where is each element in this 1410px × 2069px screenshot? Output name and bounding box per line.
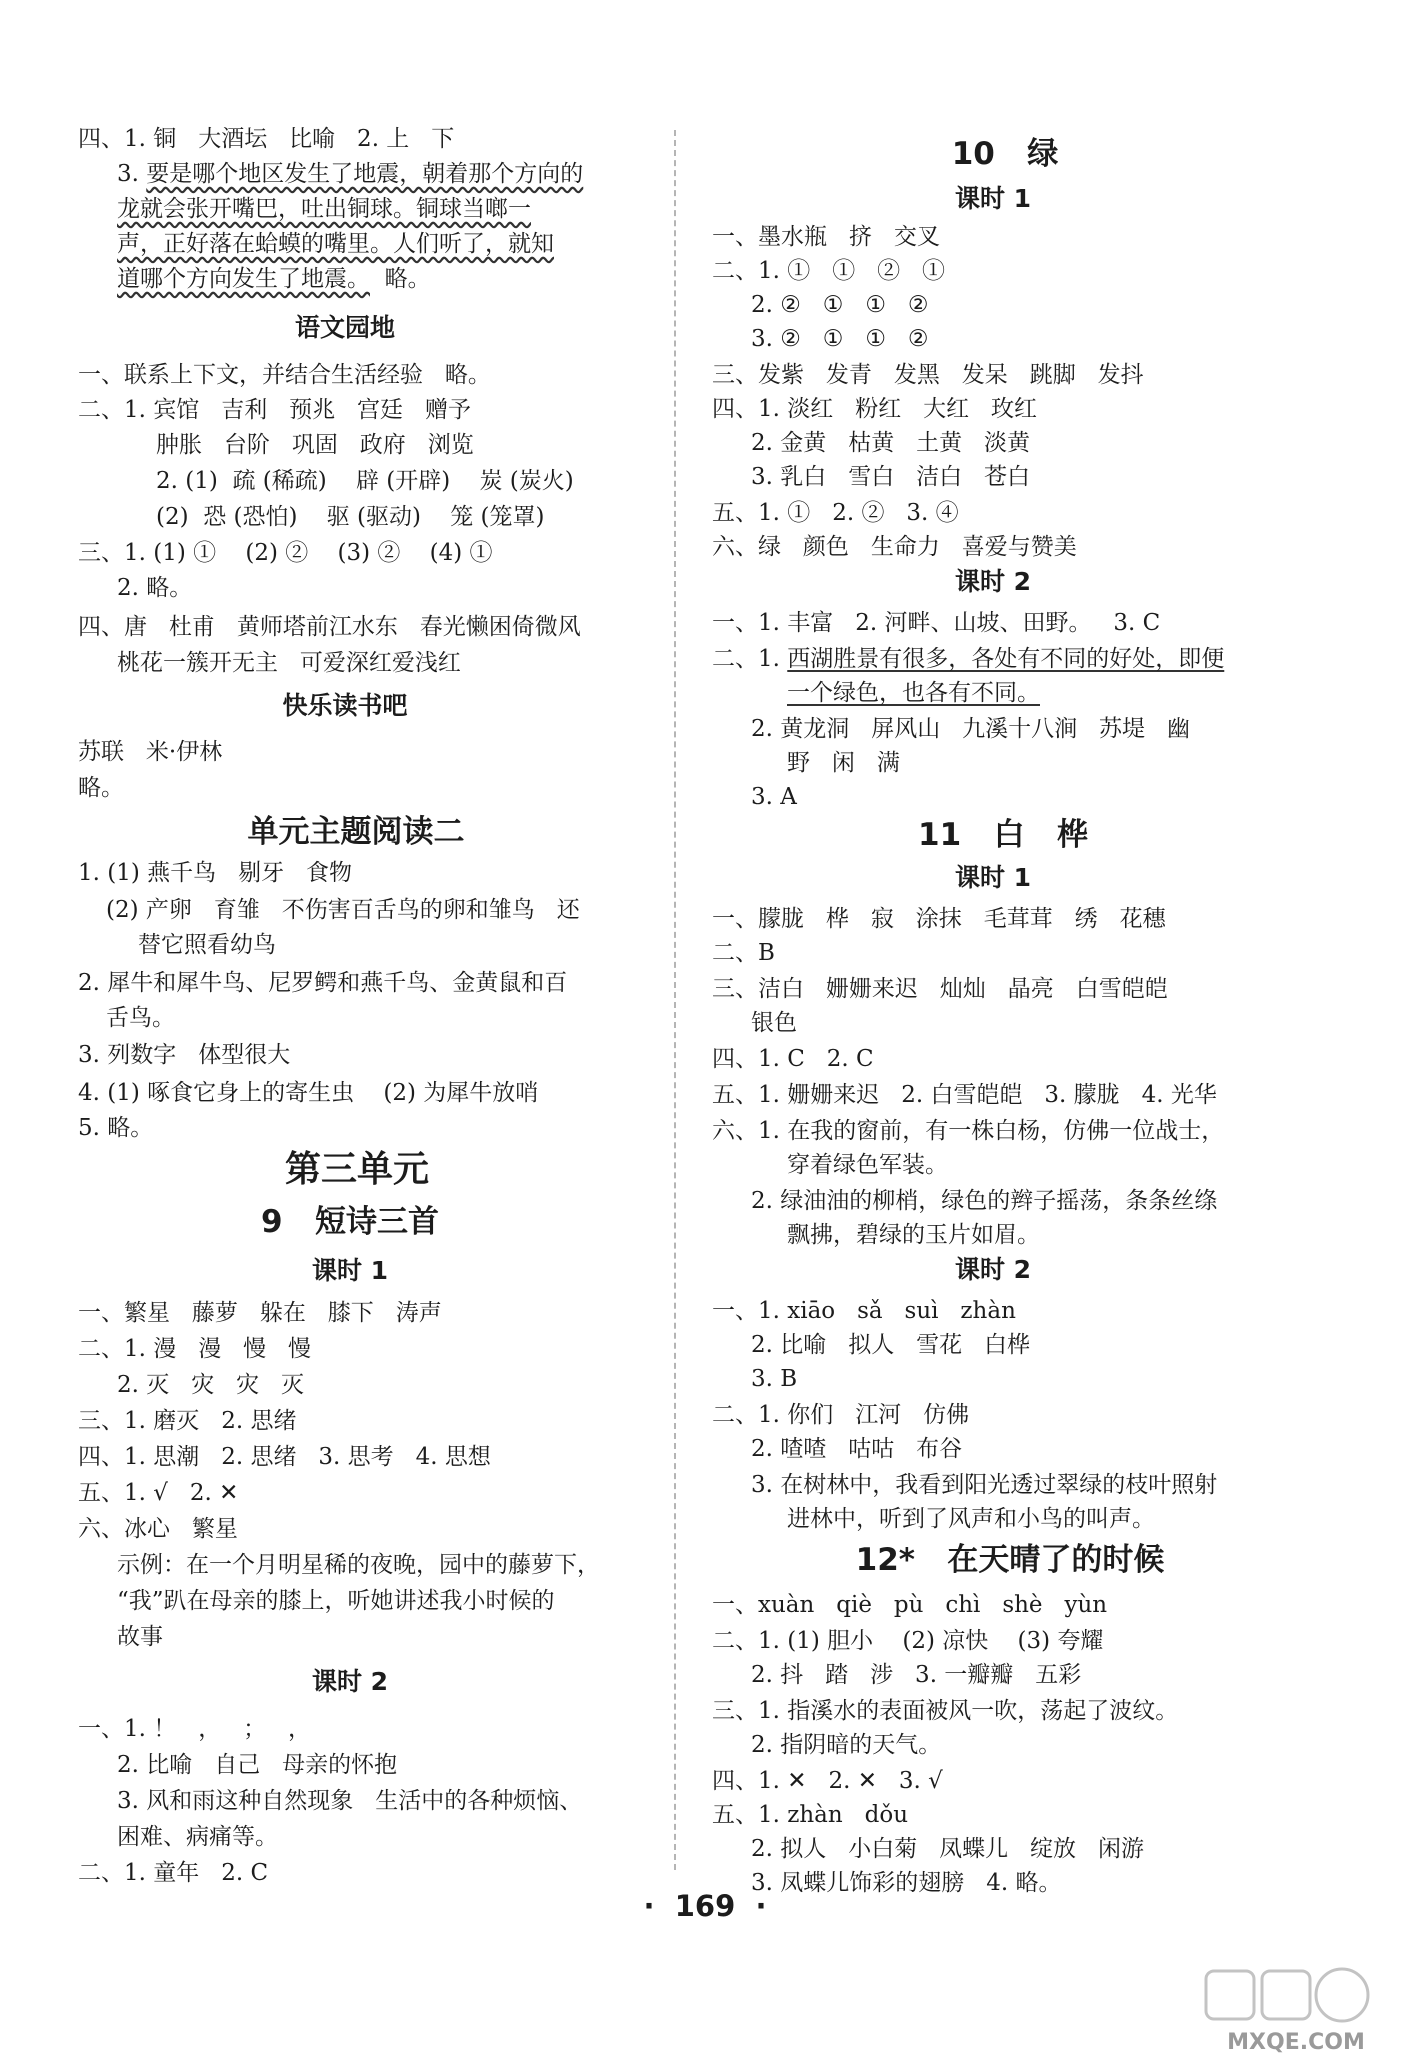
left-line: 一、联系上下文，并结合生活经验 略。 (78, 362, 491, 388)
right-line: 二、1. 你们 江河 仿佛 (712, 1402, 970, 1428)
watermark-url: MXQE.COM (1227, 2030, 1365, 2055)
left-line: 肿胀 台阶 巩固 政府 浏览 (156, 432, 474, 458)
left-line: 苏联 米·伊林 (78, 739, 223, 765)
right-line: 一、1. xiāo sǎ suì zhàn (712, 1298, 1016, 1324)
right-line: 一个绿色，也各有不同。 (787, 680, 1040, 706)
right-line: 飘拂，碧绿的玉片如眉。 (787, 1222, 1040, 1248)
column-divider (674, 130, 676, 1870)
right-line: 二、1. (1) 胆小 (2) 凉快 (3) 夸耀 (712, 1628, 1104, 1654)
left-line: 道哪个方向发生了地震。 略。 (117, 266, 431, 292)
left-line: 舌鸟。 (106, 1005, 175, 1031)
left-line: (2) 恐 (恐怕) 驱 (驱动) 笼 (笼罩) (156, 504, 545, 530)
watermark-logo (1200, 1965, 1390, 2057)
right-line: 三、发紫 发青 发黑 发呆 跳脚 发抖 (712, 362, 1144, 388)
left-line: “我”趴在母亲的膝上，听她讲述我小时候的 (117, 1588, 555, 1614)
left-line: 三、1. (1) ① (2) ② (3) ② (4) ① (78, 540, 493, 566)
right-line: 2. 指阴暗的天气。 (751, 1732, 942, 1758)
right-line: 2. 拟人 小白菊 凤蝶儿 绽放 闲游 (751, 1836, 1144, 1862)
right-line: 2. 绿油油的柳梢，绿色的辫子摇荡，条条丝绦 (751, 1188, 1218, 1214)
left-line: 3. 列数字 体型很大 (78, 1042, 291, 1068)
left-line: 二、1. 漫 漫 慢 慢 (78, 1336, 312, 1362)
left-line: 2. 略。 (117, 575, 193, 601)
left-line: 四、1. 思潮 2. 思绪 3. 思考 4. 思想 (78, 1444, 491, 1470)
right-line: 野 闲 满 (787, 750, 900, 776)
right-line: 一、朦胧 桦 寂 涂抹 毛茸茸 绣 花穗 (712, 906, 1166, 932)
left-line: 3. 要是哪个地区发生了地震，朝着那个方向的 (117, 161, 584, 187)
right-line: 银色 (751, 1010, 797, 1036)
left-line: 4. (1) 啄食它身上的寄生虫 (2) 为犀牛放哨 (78, 1080, 539, 1106)
section-heading-kuaile: 快乐读书吧 (282, 691, 408, 720)
right-line: 四、1. ✕ 2. ✕ 3. √ (712, 1768, 943, 1794)
lesson-title-10: 10 绿 (951, 136, 1059, 172)
lesson-title-11: 11 白 桦 (918, 817, 1088, 853)
right-line: 五、1. 姗姗来迟 2. 白雪皑皑 3. 朦胧 4. 光华 (712, 1082, 1217, 1108)
left-line: 故事 (117, 1624, 163, 1650)
right-line: 2. ② ① ① ② (751, 292, 929, 318)
right-line: 六、1. 在我的窗前，有一株白杨，仿佛一位战士， (712, 1118, 1225, 1144)
period-heading: 课时 2 (954, 567, 1032, 596)
lesson-title-9: 9 短诗三首 (261, 1204, 439, 1240)
right-line: 2. 喳喳 咕咕 布谷 (751, 1436, 963, 1462)
right-line: 3. B (751, 1366, 798, 1392)
left-line: 二、1. 宾馆 吉利 预兆 宫廷 赠予 (78, 397, 471, 423)
right-line: 一、xuàn qiè pù chì shè yùn (712, 1592, 1108, 1618)
left-line: (2) 产卵 育雏 不伤害百舌鸟的卵和雏鸟 还 (106, 897, 580, 923)
right-line: 3. A (751, 784, 797, 810)
lesson-title-12: 12* 在天晴了的时候 (855, 1542, 1165, 1578)
period-heading: 课时 2 (311, 1667, 389, 1696)
right-line: 一、1. 丰富 2. 河畔、山坡、田野。 3. C (712, 610, 1161, 636)
right-line: 2. 抖 踏 涉 3. 一瓣瓣 五彩 (751, 1662, 1082, 1688)
period-heading: 课时 1 (954, 184, 1032, 213)
left-line: 3. 风和雨这种自然现象 生活中的各种烦恼、 (117, 1788, 583, 1814)
right-line: 四、1. C 2. C (712, 1046, 874, 1072)
left-line: 龙就会张开嘴巴，吐出铜球。铜球当啷一 (117, 196, 531, 222)
right-line: 五、1. zhàn dǒu (712, 1802, 909, 1828)
right-line: 3. 乳白 雪白 洁白 苍白 (751, 464, 1031, 490)
left-line: 一、繁星 藤萝 躲在 膝下 涛声 (78, 1300, 442, 1326)
right-line: 2. 金黄 枯黄 土黄 淡黄 (751, 430, 1031, 456)
unit-title: 第三单元 (284, 1149, 430, 1190)
right-line: 二、1. ① ① ② ① (712, 258, 946, 284)
left-line: 六、冰心 繁星 (78, 1516, 238, 1542)
right-line: 四、1. 淡红 粉红 大红 玫红 (712, 396, 1038, 422)
page-number: · 169 · (643, 1889, 767, 1923)
period-heading: 课时 1 (954, 863, 1032, 892)
left-line: 三、1. 磨灭 2. 思绪 (78, 1408, 297, 1434)
right-line: 三、1. 指溪水的表面被风一吹，荡起了波纹。 (712, 1698, 1179, 1724)
right-line: 3. 在树林中，我看到阳光透过翠绿的枝叶照射 (751, 1472, 1218, 1498)
left-line: 五、1. √ 2. ✕ (78, 1480, 239, 1506)
section-heading-yuwenyuandi: 语文园地 (294, 313, 396, 342)
left-line: 声，正好落在蛤蟆的嘴里。人们听了，就知 (117, 231, 554, 257)
right-line: 一、墨水瓶 挤 交叉 (712, 224, 940, 250)
left-line: 四、1. 铜 大酒坛 比喻 2. 上 下 (78, 126, 455, 152)
right-line: 六、绿 颜色 生命力 喜爱与赞美 (712, 534, 1077, 560)
right-line: 五、1. ① 2. ② 3. ④ (712, 500, 959, 526)
left-line: 1. (1) 燕千鸟 剔牙 食物 (78, 860, 353, 886)
right-line: 2. 比喻 拟人 雪花 白桦 (751, 1332, 1031, 1358)
left-line: 5. 略。 (78, 1115, 154, 1141)
right-line: 2. 黄龙洞 屏风山 九溪十八涧 苏堤 幽 (751, 716, 1190, 742)
period-heading: 课时 2 (954, 1255, 1032, 1284)
left-line: 替它照看幼鸟 (138, 932, 276, 958)
left-line: 2. (1) 疏 (稀疏) 辟 (开辟) 炭 (炭火) (156, 468, 574, 494)
left-line: 示例：在一个月明星稀的夜晚，园中的藤萝下， (117, 1552, 600, 1578)
left-line: 略。 (78, 775, 124, 801)
left-line: 2. 灭 灾 灾 灭 (117, 1372, 305, 1398)
right-line: 3. 凤蝶儿饰彩的翅膀 4. 略。 (751, 1870, 1062, 1896)
right-line: 二、1. 西湖胜景有很多，各处有不同的好处，即便 (712, 646, 1225, 672)
section-heading-unit-reading: 单元主题阅读二 (247, 814, 465, 850)
right-line: 二、B (712, 940, 775, 966)
left-line: 2. 犀牛和犀牛鸟、尼罗鳄和燕千鸟、金黄鼠和百 (78, 970, 568, 996)
right-line: 进林中，听到了风声和小鸟的叫声。 (787, 1506, 1155, 1532)
left-line: 二、1. 童年 2. C (78, 1860, 269, 1886)
left-line: 四、唐 杜甫 黄师塔前江水东 春光懒困倚微风 (78, 614, 581, 640)
left-line: 桃花一簇开无主 可爱深红爱浅红 (117, 650, 461, 676)
right-line: 3. ② ① ① ② (751, 326, 929, 352)
right-line: 三、洁白 姗姗来迟 灿灿 晶亮 白雪皑皑 (712, 976, 1168, 1002)
left-line: 一、1. ！ ， ； ， (78, 1716, 312, 1742)
left-line: 困难、病痛等。 (117, 1824, 278, 1850)
right-line: 穿着绿色军装。 (787, 1152, 948, 1178)
period-heading: 课时 1 (311, 1256, 389, 1285)
left-line: 2. 比喻 自己 母亲的怀抱 (117, 1752, 398, 1778)
